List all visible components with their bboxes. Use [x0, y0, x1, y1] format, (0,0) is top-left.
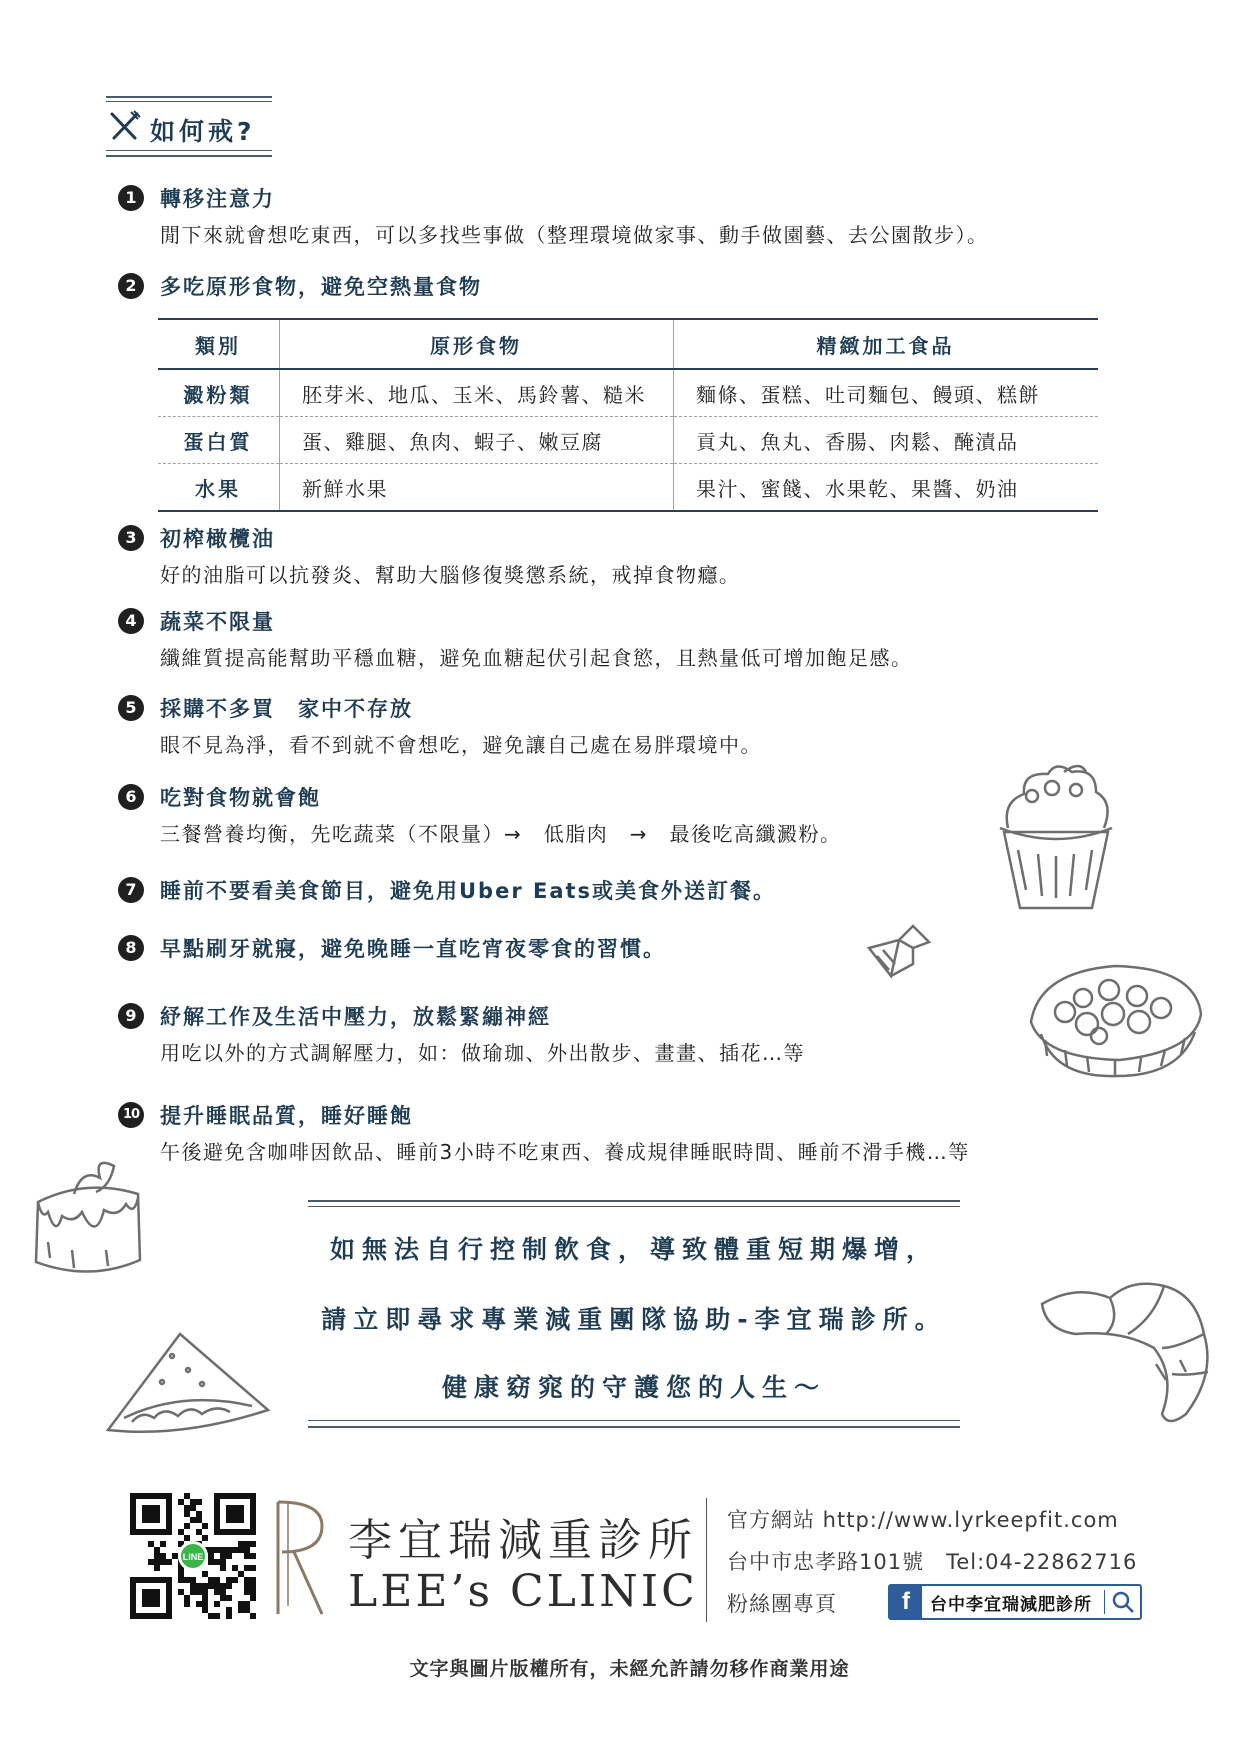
table-header: 類別: [158, 319, 280, 369]
callout-line-2: 請立即尋求專業減重團隊協助-李宜瑞診所。: [321, 1305, 947, 1334]
candy-sketch: [863, 920, 935, 992]
address-text: 台中市忠孝路101號 Tel:04-22862716: [727, 1550, 1138, 1574]
callout-line-3: 健康窈窕的守護您的人生～: [441, 1373, 826, 1402]
item-number: 6: [118, 784, 144, 810]
table-cell: 蛋白質: [158, 417, 280, 464]
item-title: 睡前不要看美食節目，避免用Uber Eats或美食外送訂餐。: [160, 879, 777, 903]
item-number: 8: [118, 935, 144, 961]
item-number: 3: [118, 525, 144, 551]
item-desc: 眼不見為淨，看不到就不會想吃，避免讓自己處在易胖環境中。: [160, 733, 762, 757]
fanpage-name: 台中李宜瑞減肥診所: [930, 1595, 1092, 1615]
website-text[interactable]: 官方網站 http://www.lyrkeepfit.com: [727, 1508, 1119, 1532]
item-title: 採購不多買 家中不存放: [160, 697, 413, 721]
cupcake-sketch: [992, 762, 1116, 912]
food-comparison-table: [158, 318, 1098, 512]
table-cell: 胚芽米、地瓜、玉米、馬鈴薯、糙米: [280, 369, 674, 417]
table-row: [158, 464, 1098, 512]
footer-divider: [706, 1498, 707, 1622]
item-title: 紓解工作及生活中壓力，放鬆緊繃神經: [160, 1005, 551, 1029]
item-number: 10: [118, 1102, 144, 1128]
item-desc: 午後避免含咖啡因飲品、睡前3小時不吃東西、養成規律睡眠時間、睡前不滑手機…等: [160, 1140, 970, 1164]
table-header: 原形食物: [280, 319, 674, 369]
item-desc: 用吃以外的方式調解壓力，如：做瑜珈、外出散步、畫畫、插花…等: [160, 1041, 805, 1065]
table-cell: 麵條、蛋糕、吐司麵包、饅頭、糕餅: [674, 369, 1099, 417]
croissant-sketch: [1036, 1264, 1222, 1428]
item-desc: 好的油脂可以抗發炎、幫助大腦修復獎懲系統，戒掉食物癮。: [160, 563, 741, 587]
facebook-search-box[interactable]: [888, 1584, 1142, 1620]
item-title: 轉移注意力: [160, 187, 275, 211]
item-title: 初榨橄欖油: [160, 527, 275, 551]
fanpage-label: 粉絲團專頁: [727, 1592, 837, 1616]
item-number: 4: [118, 608, 144, 634]
copyright-notice: 文字與圖片版權所有，未經允許請勿移作商業用途: [409, 1658, 850, 1680]
pastry-sketch: [102, 1326, 274, 1438]
section-header: [106, 96, 272, 156]
search-icon[interactable]: [1110, 1589, 1136, 1615]
fruit-tart-sketch: [1025, 952, 1207, 1082]
table-header: 精緻加工食品: [674, 319, 1099, 369]
item-desc: 三餐營養均衡，先吃蔬菜（不限量）→ 低脂肉 → 最後吃高纖澱粉。: [160, 822, 842, 846]
table-row: [158, 369, 1098, 417]
table-row: [158, 417, 1098, 464]
fork-knife-icon: [108, 110, 142, 142]
table-cell: 新鮮水果: [280, 464, 674, 512]
table-cell: 澱粉類: [158, 369, 280, 417]
line-badge-text: LINE: [182, 1552, 204, 1562]
search-divider: [1104, 1590, 1105, 1614]
section-title: 如何戒?: [150, 117, 256, 146]
table-cell: 果汁、蜜餞、水果乾、果醬、奶油: [674, 464, 1099, 512]
item-number: 7: [118, 877, 144, 903]
item-number: 5: [118, 695, 144, 721]
callout-line-1: 如無法自行控制飲食，導致體重短期爆增，: [329, 1235, 938, 1264]
clinic-name-en: LEE’s CLINIC: [348, 1566, 698, 1617]
item-title: 提升睡眠品質，睡好睡飽: [160, 1104, 413, 1128]
item-number: 2: [118, 273, 144, 299]
item-title: 吃對食物就會飽: [160, 786, 321, 810]
item-desc: 纖維質提高能幫助平穩血糖，避免血糖起伏引起食慾，且熱量低可增加飽足感。: [160, 646, 913, 670]
clinic-name-zh: 李宜瑞減重診所: [348, 1515, 698, 1566]
table-header-row: [158, 319, 1098, 369]
facebook-icon: f: [890, 1586, 922, 1618]
item-number: 9: [118, 1003, 144, 1029]
item-title: 蔬菜不限量: [160, 610, 275, 634]
item-title: 早點刷牙就寢，避免晚睡一直吃宵夜零食的習慣。: [160, 937, 666, 961]
clinic-logo-mark: [272, 1496, 332, 1620]
item-title: 多吃原形食物，避免空熱量食物: [160, 275, 482, 299]
callout-box: [308, 1200, 960, 1428]
item-number: 1: [118, 185, 144, 211]
cake-slice-sketch: [26, 1158, 150, 1288]
line-qr-code[interactable]: [130, 1493, 256, 1619]
item-desc: 閒下來就會想吃東西，可以多找些事做（整理環境做家事、動手做園藝、去公園散步）。: [160, 223, 989, 247]
table-cell: 水果: [158, 464, 280, 512]
table-cell: 蛋、雞腿、魚肉、蝦子、嫩豆腐: [280, 417, 674, 464]
table-cell: 貢丸、魚丸、香腸、肉鬆、醃漬品: [674, 417, 1099, 464]
